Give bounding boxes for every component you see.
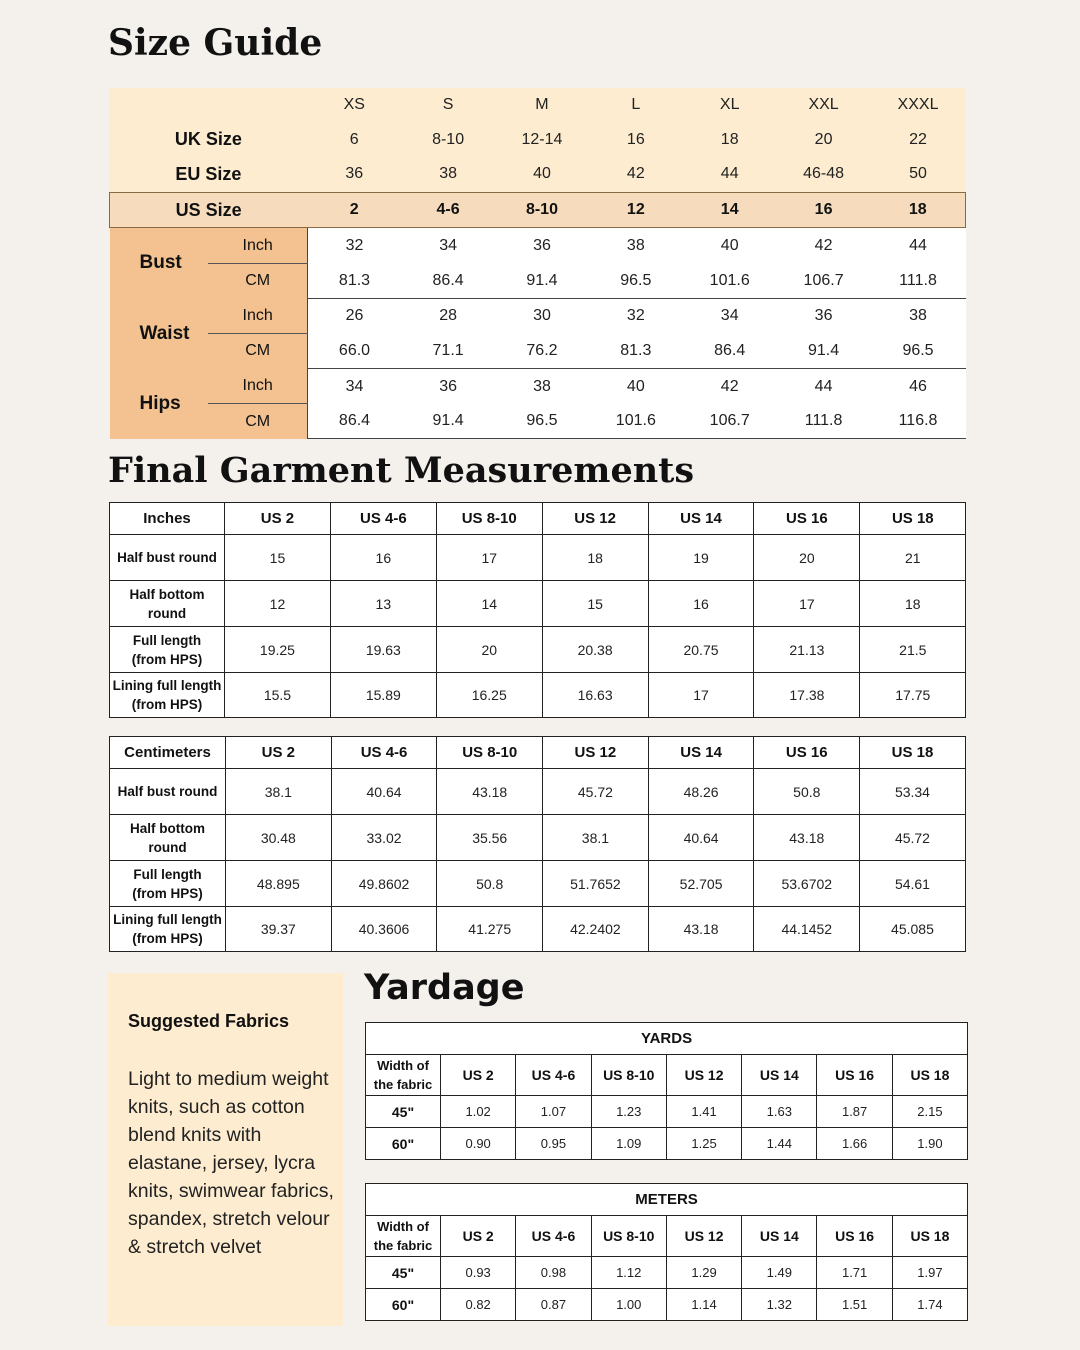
- meters-data-row: [366, 1289, 968, 1321]
- meters-size-header: US 16: [817, 1216, 892, 1257]
- inches-data-row: [110, 627, 966, 673]
- yards-cell: 1.90: [892, 1128, 967, 1160]
- inches-cell: 18: [542, 535, 648, 581]
- suggested-fabrics-box: [108, 973, 343, 1326]
- meters-cell: 0.87: [516, 1289, 591, 1321]
- cm-cell: 50.8: [754, 769, 860, 815]
- uk-size-row-cell: 8-10: [401, 123, 495, 158]
- cm-data-row: [110, 769, 966, 815]
- size-label-cell: XS: [307, 88, 401, 123]
- cm-size-header: US 2: [226, 737, 332, 769]
- us-size-row-cell: 12: [589, 192, 683, 228]
- cm-cell: 39.37: [226, 907, 332, 952]
- bust-label: Bust: [110, 228, 209, 299]
- yards-size-header: US 14: [742, 1055, 817, 1096]
- yards-cell: 1.09: [591, 1128, 666, 1160]
- size-label-cell: XL: [683, 88, 777, 123]
- size-guide-title: Size Guide: [108, 22, 323, 64]
- bust-inch-unit: Inch: [208, 228, 307, 264]
- hips-inch-cell: 36: [401, 369, 495, 404]
- bust-inch-cell: 44: [871, 228, 966, 264]
- cm-cell: 43.18: [648, 907, 754, 952]
- meters-cell: 1.97: [892, 1257, 967, 1289]
- waist-inch-cell: 32: [589, 299, 683, 334]
- size-label-row: [110, 88, 966, 123]
- inches-cell: 19: [648, 535, 754, 581]
- us-size-row-cell: 8-10: [495, 192, 589, 228]
- inches-cell: 17.38: [754, 673, 860, 718]
- waist-inch-cell: 30: [495, 299, 589, 334]
- yards-cell: 0.95: [516, 1128, 591, 1160]
- yardage-meters-table: [365, 1183, 968, 1321]
- inches-cell: 21: [860, 535, 966, 581]
- hips-cm-row: [110, 404, 966, 439]
- inches-data-row: [110, 581, 966, 627]
- uk-size-row-cell: 22: [871, 123, 966, 158]
- yards-cell: 1.07: [516, 1096, 591, 1128]
- eu-size-row-cell: 40: [495, 157, 589, 192]
- yards-cell: 1.63: [742, 1096, 817, 1128]
- meters-size-header: US 18: [892, 1216, 967, 1257]
- meters-cell: 0.82: [441, 1289, 516, 1321]
- bust-cm-cell: 101.6: [683, 263, 777, 298]
- meters-cell: 1.14: [666, 1289, 741, 1321]
- waist-cm-cell: 66.0: [307, 334, 401, 369]
- meters-cell: 1.51: [817, 1289, 892, 1321]
- inches-cell: 18: [860, 581, 966, 627]
- yards-size-header: US 16: [817, 1055, 892, 1096]
- yards-data-row: [366, 1128, 968, 1160]
- cm-cell: 35.56: [437, 815, 543, 861]
- hips-cm-cell: 101.6: [589, 404, 683, 439]
- inches-cell: 15.5: [225, 673, 331, 718]
- bust-cm-cell: 111.8: [871, 263, 966, 298]
- yards-cell: 0.90: [441, 1128, 516, 1160]
- yards-size-header: US 4-6: [516, 1055, 591, 1096]
- size-label-cell: L: [589, 88, 683, 123]
- cm-cell: 33.02: [331, 815, 437, 861]
- hips-cm-cell: 106.7: [683, 404, 777, 439]
- yards-width-label: Width of the fabric: [366, 1055, 441, 1096]
- hips-cm-unit: CM: [208, 404, 307, 439]
- yards-cell: 1.87: [817, 1096, 892, 1128]
- yardage-title: Yardage: [364, 968, 525, 1008]
- bust-inch-cell: 40: [683, 228, 777, 264]
- inches-cell: 19.25: [225, 627, 331, 673]
- inches-size-header: US 8-10: [436, 503, 542, 535]
- yards-header-row: [366, 1055, 968, 1096]
- cm-cell: 52.705: [648, 861, 754, 907]
- inches-cell: 21.5: [860, 627, 966, 673]
- hips-inch-cell: 40: [589, 369, 683, 404]
- inches-cell: 15.89: [330, 673, 436, 718]
- cm-cell: 54.61: [860, 861, 966, 907]
- cm-cell: 41.275: [437, 907, 543, 952]
- uk-size-row-cell: 6: [307, 123, 401, 158]
- cm-cell: 45.72: [543, 769, 649, 815]
- yards-cell: 2.15: [892, 1096, 967, 1128]
- eu-size-row-cell: 44: [683, 157, 777, 192]
- yards-cell: 1.25: [666, 1128, 741, 1160]
- cm-cell: 38.1: [226, 769, 332, 815]
- us-size-row-cell: 18: [871, 192, 966, 228]
- bust-inch-cell: 42: [777, 228, 871, 264]
- cm-cell: 51.7652: [543, 861, 649, 907]
- cm-cell: 40.64: [331, 769, 437, 815]
- cm-size-header: US 16: [754, 737, 860, 769]
- uk-size-row-cell: 12-14: [495, 123, 589, 158]
- hips-inch-cell: 46: [871, 369, 966, 404]
- size-label-cell: XXL: [777, 88, 871, 123]
- meters-cell: 1.74: [892, 1289, 967, 1321]
- cm-cell: 44.1452: [754, 907, 860, 952]
- cm-cell: 43.18: [437, 769, 543, 815]
- cm-cell: 40.3606: [331, 907, 437, 952]
- meters-header-row: [366, 1216, 968, 1257]
- size-label-corner: [110, 88, 308, 123]
- yards-size-header: US 12: [666, 1055, 741, 1096]
- cm-cell: 30.48: [226, 815, 332, 861]
- cm-header-row: [110, 737, 966, 769]
- cm-cell: 53.34: [860, 769, 966, 815]
- waist-cm-cell: 86.4: [683, 334, 777, 369]
- waist-inch-unit: Inch: [208, 299, 307, 334]
- cm-cell: 53.6702: [754, 861, 860, 907]
- meters-size-header: US 2: [441, 1216, 516, 1257]
- cm-cell: 50.8: [437, 861, 543, 907]
- cm-data-row: [110, 861, 966, 907]
- inches-cell: 20: [754, 535, 860, 581]
- cm-row-label: Half bottom round: [110, 815, 226, 861]
- cm-cell: 43.18: [754, 815, 860, 861]
- cm-data-row: [110, 907, 966, 952]
- inches-data-row: [110, 535, 966, 581]
- size-guide-table: [109, 88, 966, 439]
- hips-inch-unit: Inch: [208, 369, 307, 404]
- meters-size-header: US 4-6: [516, 1216, 591, 1257]
- waist-cm-unit: CM: [208, 334, 307, 369]
- cm-cell: 48.895: [226, 861, 332, 907]
- waist-label: Waist: [110, 299, 209, 369]
- meters-data-row: [366, 1257, 968, 1289]
- eu-size-row-cell: 42: [589, 157, 683, 192]
- inches-header-row: [110, 503, 966, 535]
- meters-row-label: 45": [366, 1257, 441, 1289]
- meters-cell: 1.00: [591, 1289, 666, 1321]
- eu-size-row-cell: 46-48: [777, 157, 871, 192]
- hips-inch-row: [110, 369, 966, 404]
- waist-cm-cell: 91.4: [777, 334, 871, 369]
- bust-inch-row: [110, 228, 966, 264]
- garment-centimeters-table: [109, 736, 966, 952]
- cm-size-header: US 18: [860, 737, 966, 769]
- hips-label: Hips: [110, 369, 209, 439]
- suggested-fabrics-text: Light to medium weight knits, such as cotton blend knits with elastane, jersey, lycra knits, swimwear fabrics, spandex, stretch velour & stretch velvet: [128, 1068, 334, 1258]
- inches-cell: 17: [648, 673, 754, 718]
- bust-cm-cell: 86.4: [401, 263, 495, 298]
- size-label-cell: M: [495, 88, 589, 123]
- bust-cm-unit: CM: [208, 263, 307, 298]
- yardage-yards-table: [365, 1022, 968, 1160]
- uk-size-row-cell: 20: [777, 123, 871, 158]
- waist-cm-cell: 76.2: [495, 334, 589, 369]
- inches-cell: 14: [436, 581, 542, 627]
- cm-cell: 38.1: [543, 815, 649, 861]
- inches-size-header: US 2: [225, 503, 331, 535]
- yards-caption-row: [366, 1023, 968, 1055]
- eu-size-row-label: EU Size: [110, 157, 308, 192]
- cm-row-label: Full length (from HPS): [110, 861, 226, 907]
- us-size-row-cell: 2: [307, 192, 401, 228]
- inches-cell: 16: [330, 535, 436, 581]
- bust-cm-cell: 96.5: [589, 263, 683, 298]
- meters-cell: 1.29: [666, 1257, 741, 1289]
- meters-cell: 1.12: [591, 1257, 666, 1289]
- eu-size-row-cell: 50: [871, 157, 966, 192]
- uk-size-row-cell: 18: [683, 123, 777, 158]
- eu-size-row-cell: 36: [307, 157, 401, 192]
- inches-data-row: [110, 673, 966, 718]
- bust-inch-cell: 32: [307, 228, 401, 264]
- meters-cell: 0.98: [516, 1257, 591, 1289]
- hips-cm-cell: 91.4: [401, 404, 495, 439]
- waist-cm-cell: 96.5: [871, 334, 966, 369]
- cm-unit-header: Centimeters: [110, 737, 226, 769]
- inches-size-header: US 14: [648, 503, 754, 535]
- inches-size-header: US 18: [860, 503, 966, 535]
- meters-caption-row: [366, 1184, 968, 1216]
- yards-row-label: 60": [366, 1128, 441, 1160]
- bust-cm-cell: 91.4: [495, 263, 589, 298]
- meters-cell: 1.49: [742, 1257, 817, 1289]
- cm-size-header: US 8-10: [437, 737, 543, 769]
- inches-cell: 21.13: [754, 627, 860, 673]
- hips-inch-cell: 44: [777, 369, 871, 404]
- inches-cell: 19.63: [330, 627, 436, 673]
- eu-size-row-cell: 38: [401, 157, 495, 192]
- meters-size-header: US 8-10: [591, 1216, 666, 1257]
- inches-cell: 16.25: [436, 673, 542, 718]
- yards-cell: 1.41: [666, 1096, 741, 1128]
- hips-inch-cell: 42: [683, 369, 777, 404]
- inches-cell: 20.38: [542, 627, 648, 673]
- hips-inch-cell: 38: [495, 369, 589, 404]
- inches-row-label: Half bottom round: [110, 581, 225, 627]
- inches-cell: 16.63: [542, 673, 648, 718]
- garment-inches-table: [109, 502, 966, 718]
- waist-cm-cell: 71.1: [401, 334, 495, 369]
- inches-cell: 16: [648, 581, 754, 627]
- inches-size-header: US 4-6: [330, 503, 436, 535]
- us-size-row-label: US Size: [110, 192, 308, 228]
- bust-cm-row: [110, 263, 966, 298]
- meters-caption: METERS: [366, 1184, 968, 1216]
- yards-size-header: US 18: [892, 1055, 967, 1096]
- waist-cm-cell: 81.3: [589, 334, 683, 369]
- meters-row-label: 60": [366, 1289, 441, 1321]
- waist-inch-cell: 34: [683, 299, 777, 334]
- bust-inch-cell: 34: [401, 228, 495, 264]
- bust-cm-cell: 106.7: [777, 263, 871, 298]
- size-label-cell: S: [401, 88, 495, 123]
- us-size-row-cell: 14: [683, 192, 777, 228]
- yards-cell: 1.02: [441, 1096, 516, 1128]
- cm-cell: 45.72: [860, 815, 966, 861]
- bust-inch-cell: 36: [495, 228, 589, 264]
- cm-cell: 49.8602: [331, 861, 437, 907]
- hips-cm-cell: 116.8: [871, 404, 966, 439]
- cm-cell: 45.085: [860, 907, 966, 952]
- waist-inch-cell: 38: [871, 299, 966, 334]
- us-size-row-cell: 4-6: [401, 192, 495, 228]
- yards-caption: YARDS: [366, 1023, 968, 1055]
- uk-size-row-cell: 16: [589, 123, 683, 158]
- cm-size-header: US 4-6: [331, 737, 437, 769]
- yards-cell: 1.23: [591, 1096, 666, 1128]
- inches-size-header: US 16: [754, 503, 860, 535]
- garment-title: Final Garment Measurements: [108, 450, 695, 491]
- eu-size-row: [110, 157, 966, 192]
- yards-data-row: [366, 1096, 968, 1128]
- inches-cell: 13: [330, 581, 436, 627]
- inches-cell: 15: [225, 535, 331, 581]
- waist-inch-cell: 28: [401, 299, 495, 334]
- inches-cell: 20.75: [648, 627, 754, 673]
- meters-cell: 1.71: [817, 1257, 892, 1289]
- meters-width-label: Width of the fabric: [366, 1216, 441, 1257]
- cm-row-label: Half bust round: [110, 769, 226, 815]
- us-size-row: [110, 192, 966, 228]
- inches-cell: 17: [436, 535, 542, 581]
- uk-size-row-label: UK Size: [110, 123, 308, 158]
- yards-size-header: US 2: [441, 1055, 516, 1096]
- inches-row-label: Half bust round: [110, 535, 225, 581]
- cm-row-label: Lining full length (from HPS): [110, 907, 226, 952]
- cm-cell: 40.64: [648, 815, 754, 861]
- inches-row-label: Lining full length (from HPS): [110, 673, 225, 718]
- hips-cm-cell: 96.5: [495, 404, 589, 439]
- cm-data-row: [110, 815, 966, 861]
- uk-size-row: [110, 123, 966, 158]
- size-label-cell: XXXL: [871, 88, 966, 123]
- waist-inch-row: [110, 299, 966, 334]
- meters-cell: 0.93: [441, 1257, 516, 1289]
- hips-cm-cell: 111.8: [777, 404, 871, 439]
- inches-cell: 17.75: [860, 673, 966, 718]
- inches-cell: 17: [754, 581, 860, 627]
- waist-inch-cell: 26: [307, 299, 401, 334]
- inches-unit-header: Inches: [110, 503, 225, 535]
- us-size-row-cell: 16: [777, 192, 871, 228]
- waist-cm-row: [110, 334, 966, 369]
- inches-cell: 15: [542, 581, 648, 627]
- cm-size-header: US 12: [543, 737, 649, 769]
- cm-cell: 48.26: [648, 769, 754, 815]
- inches-size-header: US 12: [542, 503, 648, 535]
- meters-cell: 1.32: [742, 1289, 817, 1321]
- meters-size-header: US 14: [742, 1216, 817, 1257]
- bust-inch-cell: 38: [589, 228, 683, 264]
- waist-inch-cell: 36: [777, 299, 871, 334]
- suggested-fabrics-title: Suggested Fabrics: [128, 1011, 290, 1031]
- hips-cm-cell: 86.4: [307, 404, 401, 439]
- yards-cell: 1.44: [742, 1128, 817, 1160]
- inches-row-label: Full length (from HPS): [110, 627, 225, 673]
- inches-cell: 20: [436, 627, 542, 673]
- yards-size-header: US 8-10: [591, 1055, 666, 1096]
- yards-row-label: 45": [366, 1096, 441, 1128]
- bust-cm-cell: 81.3: [307, 263, 401, 298]
- inches-cell: 12: [225, 581, 331, 627]
- cm-size-header: US 14: [648, 737, 754, 769]
- yards-cell: 1.66: [817, 1128, 892, 1160]
- cm-cell: 42.2402: [543, 907, 649, 952]
- meters-size-header: US 12: [666, 1216, 741, 1257]
- hips-inch-cell: 34: [307, 369, 401, 404]
